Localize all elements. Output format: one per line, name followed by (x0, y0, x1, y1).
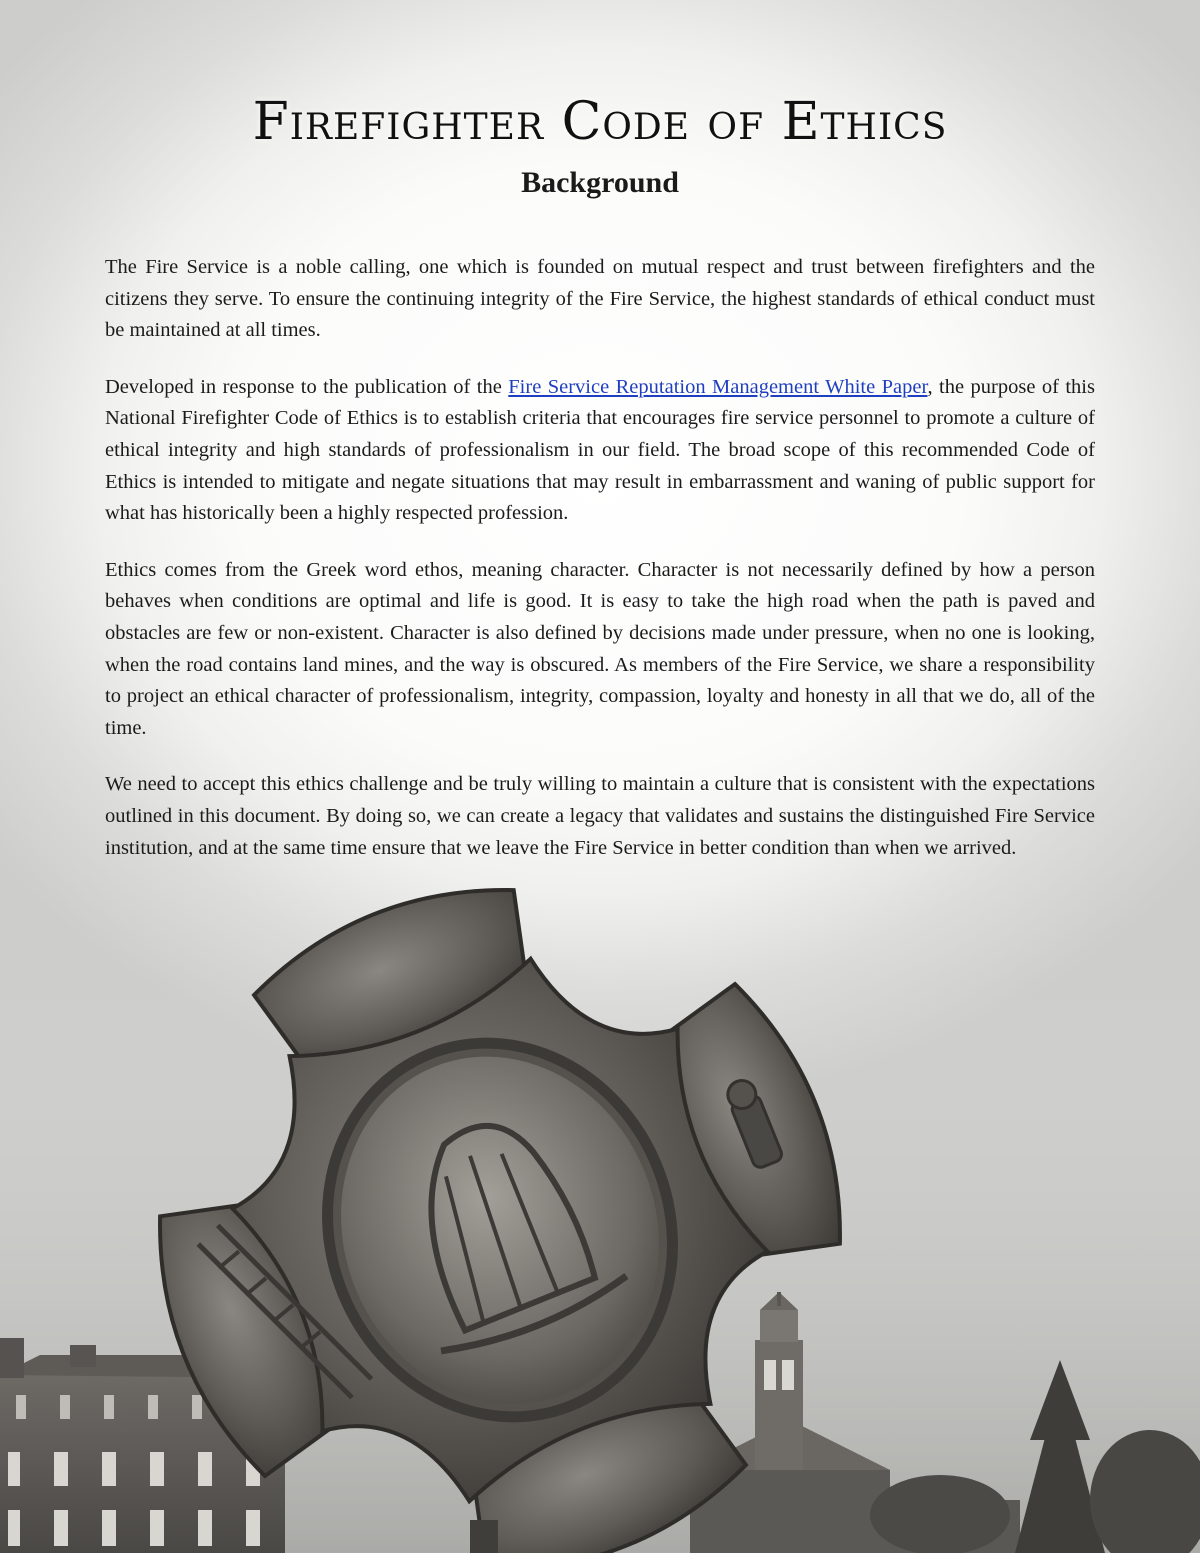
paragraph-2 (105, 372, 1095, 530)
body-text (105, 252, 1095, 889)
page-title: Firefighter Code of Ethics (252, 92, 948, 152)
emblem-post (470, 1520, 498, 1553)
paragraph-3: Ethics comes from the Greek word ethos, meaning character. Character is not necessarily defined by how a person behaves when conditions are optimal and life is good. It is easy to take the high road when the path is paved and obstacles are few or non-existent. Character is also defined by decisions made under pressure, when no one is looking, when the road contains land mines, and the way is obscured. As members of the Fire Service, we share a responsibility to project an ethical character of professionalism, integrity, compassion, loyalty and honesty in all that we do, all of the time. (105, 558, 1095, 739)
paragraph-2-lead: Developed in response to the publication of the (105, 375, 509, 398)
paragraph-4: We need to accept this ethics challenge and be truly willing to maintain a culture that is consistent with the expectations outlined in this document. By doing so, we can create a legacy that validates and sustains the distinguished Fire Service institution, and at the same time ensure that we leave the Fire Service in better condition than when we arrived. (105, 773, 1095, 859)
white-paper-link[interactable]: Fire Service Reputation Management White Paper (508, 375, 928, 398)
paragraph-1: The Fire Service is a noble calling, one which is founded on mutual respect and trust between firefighters and the citizens they serve. To ensure the continuing integrity of the Fire Service, the highest standards of ethical conduct must be maintained at all times. (105, 256, 1095, 342)
section-subtitle: Background (521, 166, 679, 199)
paragraph-2-rest: , the purpose of this National Firefighter Code of Ethics is to establish criteria that encourages fire service personnel to promote a culture of ethical integrity and high standards of professionalism in our field. The broad scope of this recommended Code of Ethics is intended to mitigate and negate situations that may result in embarrassment and waning of public support for what has historically been a highly respected profession. (105, 375, 1095, 525)
